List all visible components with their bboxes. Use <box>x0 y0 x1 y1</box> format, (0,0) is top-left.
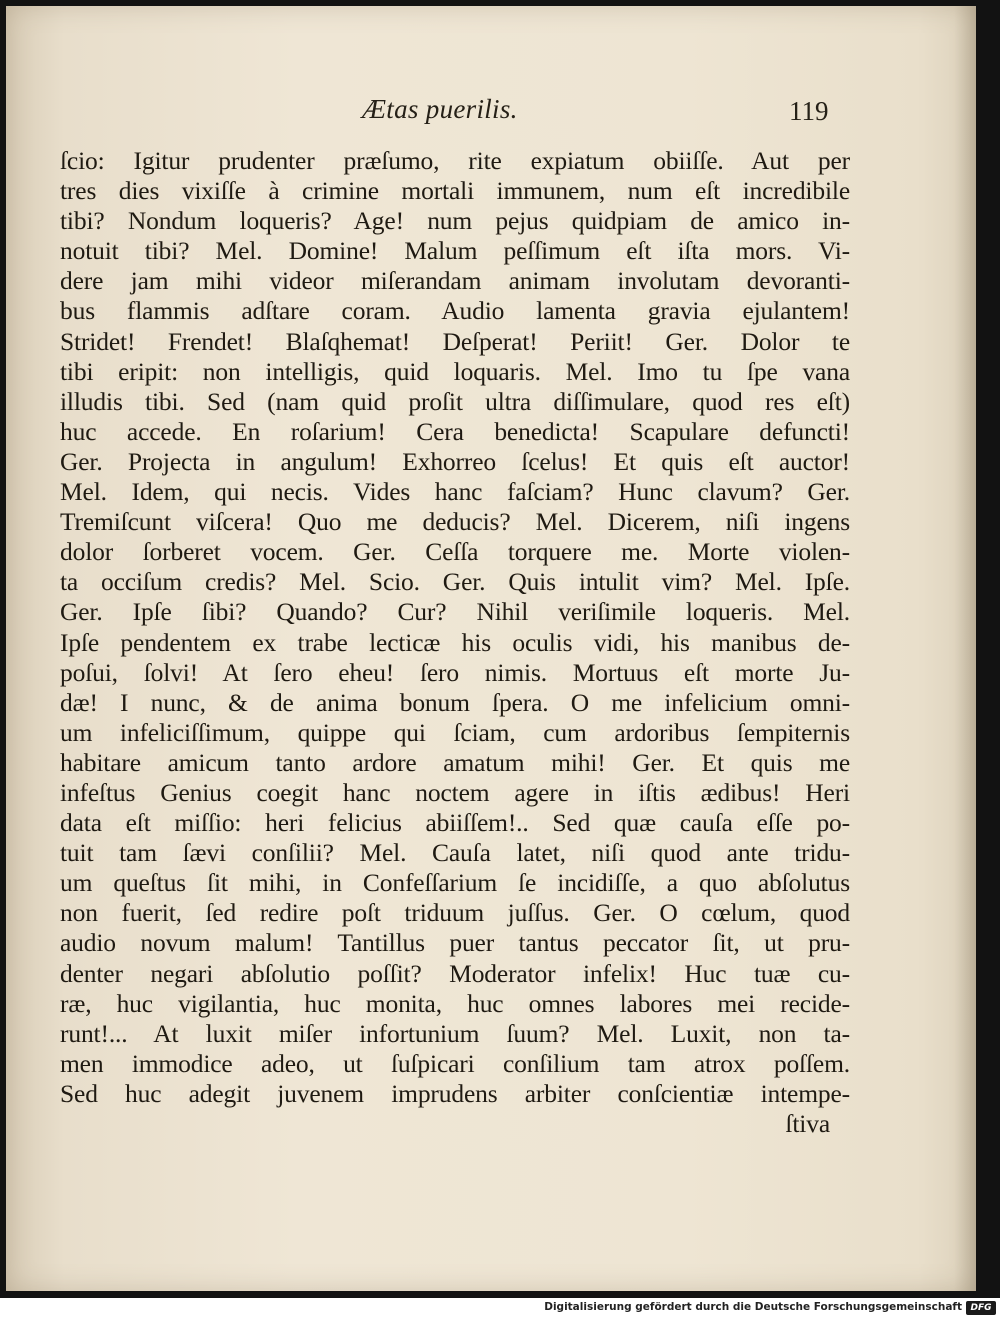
text-line: Sed huc adegit juvenem imprudens arbiter conſcientiæ intempe- <box>60 1078 850 1108</box>
text-line: ræ, huc vigilantia, huc monita, huc omnes labores mei recide- <box>60 988 850 1018</box>
text-line: poſui, ſolvi! At ſero eheu! ſero nimis. Mortuus eſt morte Ju- <box>60 657 850 687</box>
text-line: non fuerit, ſed redire poſt triduum juſſus. Ger. O cœlum, quod <box>60 898 850 928</box>
text-line: um queſtus ſit mihi, in Confeſſarium ſe incidiſſe, a quo abſolutus <box>60 868 850 898</box>
text-line: habitare amicum tanto ardore amatum mihi! Ger. Et quis me <box>60 747 850 777</box>
text-line: bus flammis adſtare coram. Audio lamenta gravia ejulantem! <box>60 296 850 326</box>
text-line: Tremiſcunt viſcera! Quo me deducis? Mel. Dicerem, niſi ingens <box>60 507 850 537</box>
text-line: dolor ſorberet vocem. Ger. Ceſſa torquere me. Morte violen- <box>60 537 850 567</box>
catchword: ſtiva <box>785 1109 830 1138</box>
text-line: notuit tibi? Mel. Domine! Malum peſſimum eſt iſta mors. Vi- <box>60 236 850 266</box>
text-line: ta occiſum credis? Mel. Scio. Ger. Quis intulit vim? Mel. Ipſe. <box>60 567 850 597</box>
text-line: Ger. Projecta in angulum! Exhorreo ſcelus! Et quis eſt auctor! <box>60 446 850 476</box>
text-line: data eſt miſſio: heri felicius abiiſſem!.. Sed quæ cauſa eſſe po- <box>60 808 850 838</box>
text-line: Mel. Idem, qui necis. Vides hanc faſciam? Hunc clavum? Ger. <box>60 477 850 507</box>
text-line: Stridet! Frendet! Blaſqhemat! Deſperat! Periit! Ger. Dolor te <box>60 326 850 356</box>
funding-credit: Digitalisierung gefördert durch die Deutsche Forschungsgemeinschaft <box>544 1301 962 1313</box>
text-line: Ipſe pendentem ex trabe lecticæ his oculis vidi, his manibus de- <box>60 627 850 657</box>
text-line: audio novum malum! Tantillus puer tantus peccator ſit, ut pru- <box>60 928 850 958</box>
page-edge-shadow <box>954 6 976 1291</box>
text-line: dere jam mihi videor miſerandam animam involutam devoranti- <box>60 266 850 296</box>
text-line: tres dies vixiſſe à crimine mortali immunem, num eſt incredibile <box>60 176 850 206</box>
text-line: um infeliciſſimum, quippe qui ſciam, cum ardoribus ſempiternis <box>60 717 850 747</box>
running-head: Ætas puerilis. <box>362 94 518 124</box>
page-number: 119 <box>789 96 829 126</box>
text-line: infeſtus Genius coegit hanc noctem agere in iſtis ædibus! Heri <box>60 777 850 807</box>
footer-bar <box>0 1298 1000 1319</box>
book-page <box>6 6 976 1291</box>
text-line: tibi eripit: non intelligis, quid loquaris. Mel. Imo tu ſpe vana <box>60 356 850 386</box>
body-text <box>60 146 850 1139</box>
text-line: huc accede. En roſarium! Cera benedicta! Scapulare defuncti! <box>60 416 850 446</box>
text-line: denter negari abſolutio poſſit? Moderator infelix! Huc tuæ cu- <box>60 958 850 988</box>
text-line: Ger. Ipſe ſibi? Quando? Cur? Nihil veriſimile loqueris. Mel. <box>60 597 850 627</box>
text-line: runt!... At luxit miſer infortunium ſuum? Mel. Luxit, non ta- <box>60 1018 850 1048</box>
text-line: illudis tibi. Sed (nam quid proſit ultra diſſimulare, quod res eſt) <box>60 386 850 416</box>
text-line: tibi? Nondum loqueris? Age! num pejus quidpiam de amico in- <box>60 206 850 236</box>
text-line: ſcio: Igitur prudenter præſumo, rite expiatum obiiſſe. Aut per <box>60 146 850 175</box>
text-line: tuit tam ſævi conſilii? Mel. Cauſa latet, niſi quod ante tridu- <box>60 838 850 868</box>
text-line: dæ! I nunc, & de anima bonum ſpera. O me infelicium omni- <box>60 687 850 717</box>
dfg-logo-icon: DFG <box>966 1301 996 1315</box>
text-line: men immodice adeo, ut ſuſpicari conſilium tam atrox poſſem. <box>60 1048 850 1078</box>
